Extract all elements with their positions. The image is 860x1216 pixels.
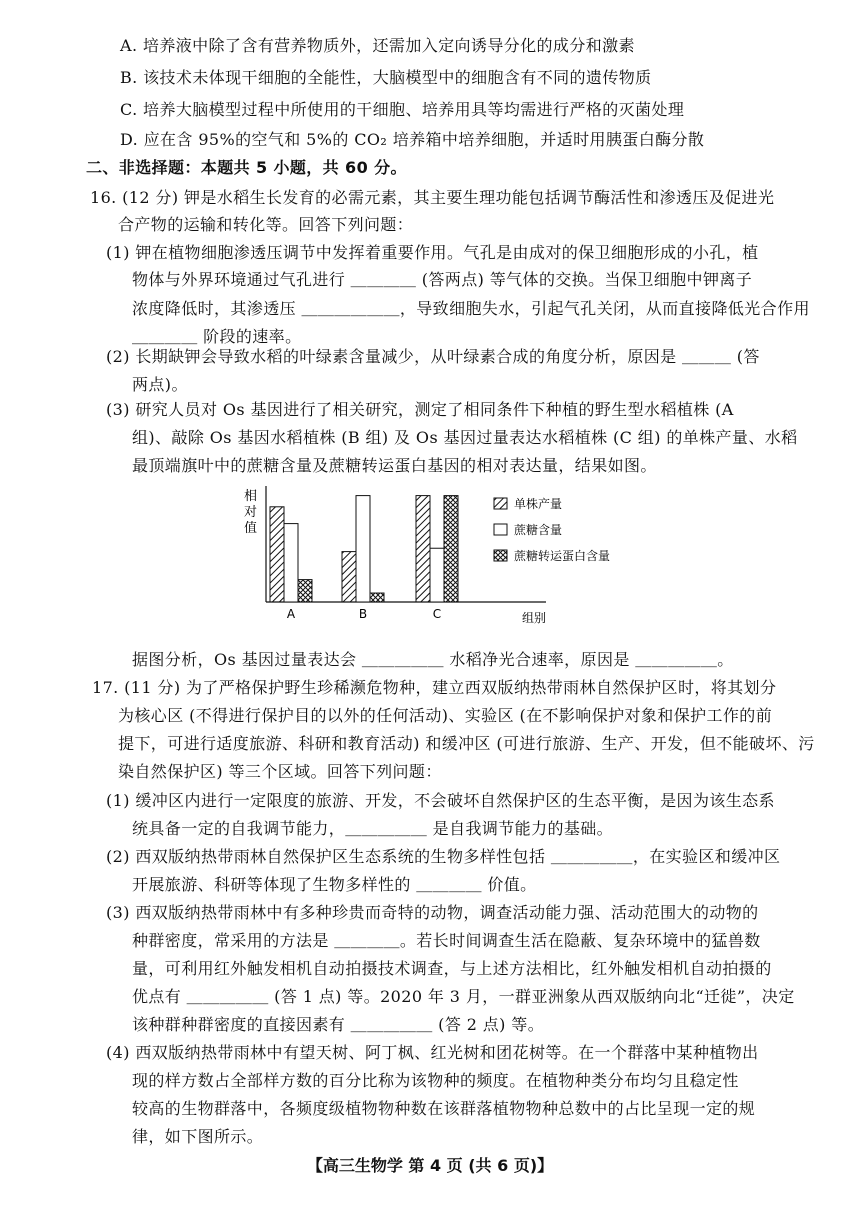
legend-swatch <box>494 524 507 535</box>
legend-swatch <box>494 550 507 561</box>
text-line: 律，如下图所示。 <box>132 1127 264 1146</box>
text-line: 浓度降低时，其渗透压 ＿＿＿＿＿＿，导致细胞失水，引起气孔关闭，从而直接降低光合作用 <box>132 299 810 318</box>
bar-A-2 <box>298 580 312 602</box>
text-line: (3) 西双版纳热带雨林中有多种珍贵而奇特的动物，调查活动能力强、活动范围大的动物的 <box>106 903 759 922</box>
text-line: (1) 钾在植物细胞渗透压调节中发挥着重要作用。气孔是由成对的保卫细胞形成的小孔，植 <box>106 243 759 262</box>
text-line: (2) 长期缺钾会导致水稻的叶绿素含量减少，从叶绿素合成的角度分析，原因是 ＿＿＿ (答 <box>106 347 760 366</box>
text-line: 最顶端旗叶中的蔗糖含量及蔗糖转运蛋白基因的相对表达量，结果如图。 <box>132 456 657 475</box>
x-tick-label: B <box>358 607 368 621</box>
text-line: 据图分析，Os 基因过量表达会 ＿＿＿＿＿ 水稻净光合速率，原因是 ＿＿＿＿＿。 <box>132 650 734 669</box>
text-line: A. 培养液中除了含有营养物质外，还需加入定向诱导分化的成分和激素 <box>120 36 635 55</box>
legend-label: 蔗糖转运蛋白含量 <box>514 549 611 563</box>
text-line: 统具备一定的自我调节能力，＿＿＿＿＿ 是自我调节能力的基础。 <box>132 819 614 838</box>
text-line: D. 应在含 95%的空气和 5%的 CO₂ 培养箱中培养细胞，并适时用胰蛋白酶分散 <box>120 130 705 149</box>
text-line: 物体与外界环境通过气孔进行 ＿＿＿＿ (答两点) 等气体的交换。当保卫细胞中钾离子 <box>132 270 753 289</box>
bar-A-0 <box>270 507 284 602</box>
text-line: 种群密度，常采用的方法是 ＿＿＿＿。若长时间调查生活在隐蔽、复杂环境中的猛兽数 <box>132 931 761 950</box>
legend-label: 单株产量 <box>514 497 563 511</box>
page-footer: 【高三生物学 第 4 页 (共 6 页)】 <box>306 1156 554 1175</box>
bar-C-2 <box>444 496 458 602</box>
text-line: 优点有 ＿＿＿＿＿ (答 1 点) 等。2020 年 3 月，一群亚洲象从西双版纳向北“迁徙”，决定 <box>132 987 795 1006</box>
bar-B-1 <box>356 496 370 602</box>
x-axis-label: 组别 <box>521 611 546 625</box>
legend-swatch <box>494 498 507 509</box>
text-line: ＿＿＿＿ 阶段的速率。 <box>132 327 302 346</box>
text-line: (3) 研究人员对 Os 基因进行了相关研究，测定了相同条件下种植的野生型水稻植株 (A <box>106 400 734 419</box>
bar-A-1 <box>284 524 298 602</box>
bar-B-2 <box>370 593 384 602</box>
legend-label: 蔗糖含量 <box>514 523 563 537</box>
text-line: 量，可利用红外触发相机自动拍摄技术调查，与上述方法相比，红外触发相机自动拍摄的 <box>132 959 772 978</box>
text-line: 提下，可进行适度旅游、科研和教育活动) 和缓冲区 (可进行旅游、生产、开发，但不能破坏、污 <box>118 734 815 753</box>
text-line: 染自然保护区) 等三个区域。回答下列问题： <box>118 762 442 781</box>
bar-C-1 <box>430 548 444 602</box>
text-line: (4) 西双版纳热带雨林中有望天树、阿丁枫、红光树和团花树等。在一个群落中某种植物出 <box>106 1043 759 1062</box>
text-line: B. 该技术未体现干细胞的全能性，大脑模型中的细胞含有不同的遗传物质 <box>120 68 652 87</box>
x-tick-label: A <box>286 607 296 621</box>
text-line: 两点)。 <box>132 375 188 394</box>
text-line: (2) 西双版纳热带雨林自然保护区生态系统的生物多样性包括 ＿＿＿＿＿，在实验区和缓冲区 <box>106 847 781 866</box>
y-axis-label: 相对值 <box>244 489 258 536</box>
text-line: 为核心区 (不得进行保护目的以外的任何活动)、实验区 (在不影响保护对象和保护工作的前 <box>118 706 773 725</box>
text-line: C. 培养大脑模型过程中所使用的干细胞、培养用具等均需进行严格的灭菌处理 <box>120 100 685 119</box>
text-line: 组)、敲除 Os 基因水稻植株 (B 组) 及 Os 基因过量表达水稻植株 (C 组) 的单株产量、水稻 <box>132 428 798 447</box>
bar-chart <box>238 480 638 630</box>
bar-C-0 <box>416 496 430 602</box>
bar-B-0 <box>342 552 356 602</box>
text-line: 16. (12 分) 钾是水稻生长发育的必需元素，其主要生理功能包括调节酶活性和渗透压及促进光 <box>90 188 775 207</box>
text-line: 现的样方数占全部样方数的百分比称为该物种的频度。在植物种类分布均匀且稳定性 <box>132 1071 739 1090</box>
x-tick-label: C <box>432 607 442 621</box>
text-line: 开展旅游、科研等体现了生物多样性的 ＿＿＿＿ 价值。 <box>132 875 537 894</box>
text-line: 该种群种群密度的直接因素有 ＿＿＿＿＿ (答 2 点) 等。 <box>132 1015 545 1034</box>
text-line: 二、非选择题：本题共 5 小题，共 60 分。 <box>86 158 407 177</box>
text-line: 合产物的运输和转化等。回答下列问题： <box>118 215 414 234</box>
text-line: 17. (11 分) 为了严格保护野生珍稀濒危物种，建立西双版纳热带雨林自然保护区时，将其划分 <box>92 678 777 697</box>
text-line: (1) 缓冲区内进行一定限度的旅游、开发，不会破坏自然保护区的生态平衡，是因为该生态系 <box>106 791 775 810</box>
text-line: 较高的生物群落中，各频度级植物物种数在该群落植物物种总数中的占比呈现一定的规 <box>132 1099 756 1118</box>
